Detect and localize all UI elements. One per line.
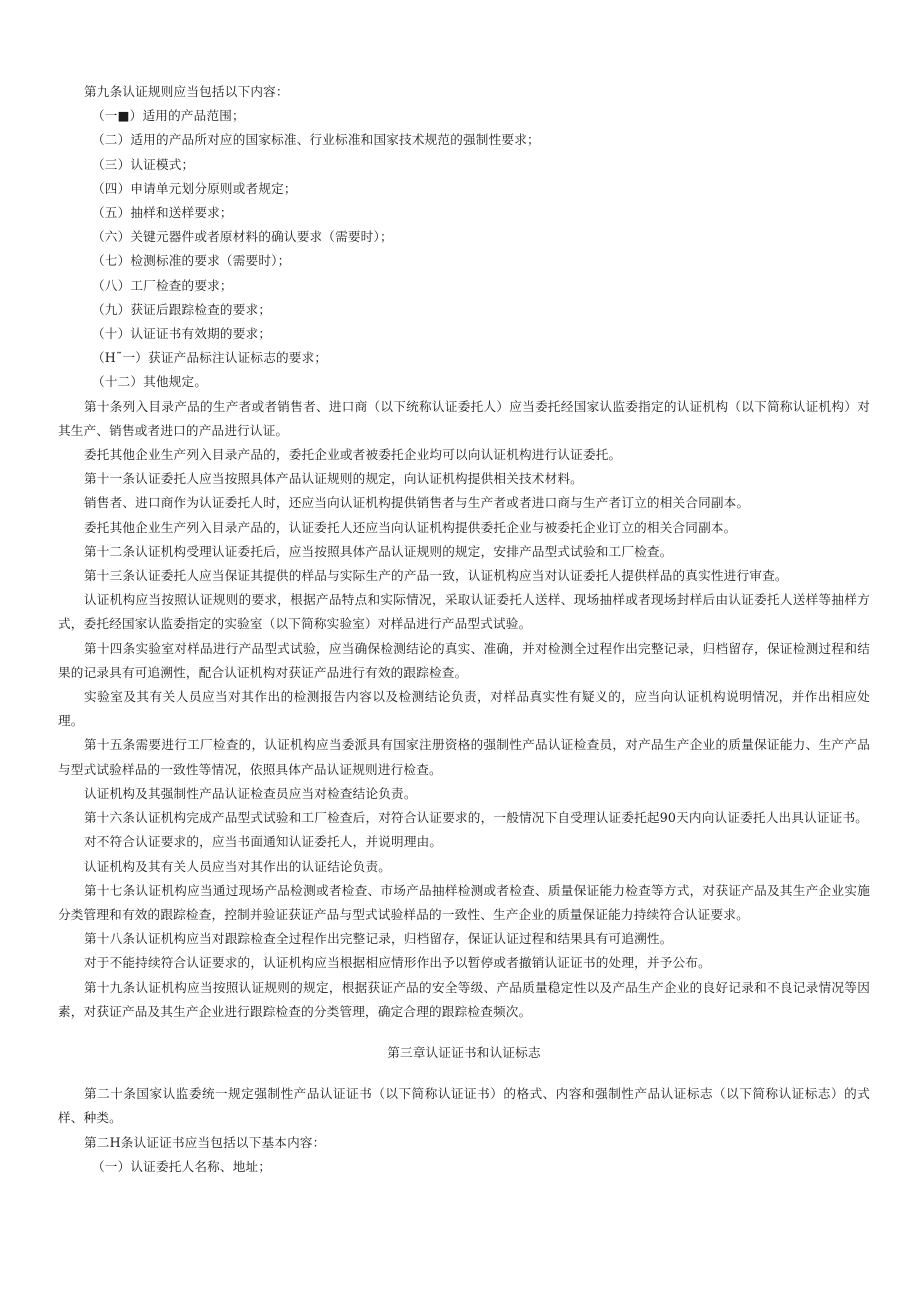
list-item: （十）认证证书有效期的要求；: [92, 326, 272, 342]
list-item: （三）认证模式；: [92, 156, 195, 172]
paragraph: 第十八条认证机构应当对跟踪检查全过程作出完整记录，归档留存，保证认证过程和结果具有可追溯性。: [84, 931, 673, 947]
paragraph: 销售者、进口商作为认证委托人时，还应当向认证机构提供销售者与生产者或者进口商与生产者订立的相关合同副本。: [84, 495, 750, 511]
spacer: [58, 1065, 870, 1082]
paragraph: 第十四条实验室对样品进行产品型式试验，应当确保检测结论的真实、准确，并对检测全过程作出完整记录，归档留存，保证检测过程和结果的记录具有可追溯性，配合认证机构对获证产品进行有效的跟踪检查。: [58, 640, 870, 680]
list-item: （五）抽样和送样要求；: [92, 205, 233, 221]
paragraph: 第十五条需要进行工厂检查的，认证机构应当委派具有国家注册资格的强制性产品认证检查员，对产品生产企业的质量保证能力、生产产品与型式试验样品的一致性等情况，依照具体产品认证规则进行检查。: [58, 737, 870, 777]
list-item: （六）关键元器件或者原材料的确认要求（需要时）；: [92, 229, 393, 245]
paragraph: 第二十条国家认监委统一规定强制性产品认证证书（以下简称认证证书）的格式、内容和强制性产品认证标志（以下简称认证标志）的式样、种类。: [58, 1086, 870, 1126]
paragraph: 第十条列入目录产品的生产者或者销售者、进口商（以下统称认证委托人）应当委托经国家认监委指定的认证机构（以下简称认证机构）对其生产、销售或者进口的产品进行认证。: [58, 398, 870, 438]
paragraph: 对不符合认证要求的，应当书面通知认证委托人，并说明理由。: [84, 834, 443, 850]
list-item: （H˜一）获证产品标注认证标志的要求；: [92, 350, 328, 366]
chapter-title: 第三章认证证书和认证标志: [387, 1044, 541, 1060]
paragraph: 认证机构及其有关人员应当对其作出的认证结论负责。: [84, 858, 392, 874]
spacer: [58, 1024, 870, 1041]
list-item: （一■）适用的产品范围；: [92, 108, 245, 124]
paragraph: 第十一条认证委托人应当按照具体产品认证规则的规定，向认证机构提供相关技术材料。: [84, 471, 583, 487]
paragraph: 第二H条认证证书应当包括以下基本内容：: [84, 1134, 326, 1150]
section-articles-20-21: [58, 1082, 870, 1179]
document-body: [58, 80, 870, 1179]
paragraph: 第十七条认证机构应当通过现场产品检测或者检查、市场产品抽样检测或者检查、质量保证能力检查等方式，对获证产品及其生产企业实施分类管理和有效的跟踪检查，控制并验证获证产品与型式试验样品的一致性、生产企业的质量保证能力持续符合认证要求。: [58, 882, 870, 922]
paragraph: 实验室及其有关人员应当对其作出的检测报告内容以及检测结论负责，对样品真实性有疑义的，应当向认证机构说明情况，并作出相应处理。: [58, 689, 870, 729]
list-item: （四）申请单元划分原则或者规定；: [92, 180, 297, 196]
section-articles-9-19: [58, 80, 870, 1024]
paragraph: 对于不能持续符合认证要求的，认证机构应当根据相应情形作出予以暂停或者撤销认证证书的处理，并予公布。: [84, 955, 711, 971]
list-item: （八）工厂检查的要求；: [92, 277, 233, 293]
paragraph: 第十九条认证机构应当按照认证规则的规定，根据获证产品的安全等级、产品质量稳定性以及产品生产企业的良好记录和不良记录情况等因素，对获证产品及其生产企业进行跟踪检查的分类管理，确定合理的跟踪检查频次。: [58, 979, 870, 1019]
paragraph: 认证机构及其强制性产品认证检查员应当对检查结论负责。: [84, 785, 417, 801]
paragraph: 第九条认证规则应当包括以下内容：: [84, 84, 289, 99]
list-item: （九）获证后跟踪检查的要求；: [92, 301, 272, 317]
list-item: （一）认证委托人名称、地址；: [92, 1158, 272, 1174]
paragraph: 第十六条认证机构完成产品型式试验和工厂检查后，对符合认证要求的，一般情况下自受理认证委托起90天内向认证委托人出具认证证书。: [84, 810, 869, 826]
list-item: （十二）其他规定。: [92, 374, 208, 390]
paragraph: 第十二条认证机构受理认证委托后，应当按照具体产品认证规则的规定，安排产品型式试验和工厂检查。: [84, 543, 673, 559]
list-item: （二）适用的产品所对应的国家标准、行业标准和国家技术规范的强制性要求；: [92, 132, 540, 148]
paragraph: 认证机构应当按照认证规则的要求，根据产品特点和实际情况，采取认证委托人送样、现场抽样或者现场封样后由认证委托人送样等抽样方式，委托经国家认监委指定的实验室（以下简称实验室）对样品进行产品型式试验。: [58, 592, 870, 632]
paragraph: 委托其他企业生产列入目录产品的，委托企业或者被委托企业均可以向认证机构进行认证委托。: [84, 447, 622, 463]
list-item: （七）检测标准的要求（需要时）；: [92, 253, 291, 269]
paragraph: 委托其他企业生产列入目录产品的，认证委托人还应当向认证机构提供委托企业与被委托企业订立的相关合同副本。: [84, 519, 737, 535]
paragraph: 第十三条认证委托人应当保证其提供的样品与实际生产的产品一致，认证机构应当对认证委托人提供样品的真实性进行审查。: [84, 568, 788, 584]
